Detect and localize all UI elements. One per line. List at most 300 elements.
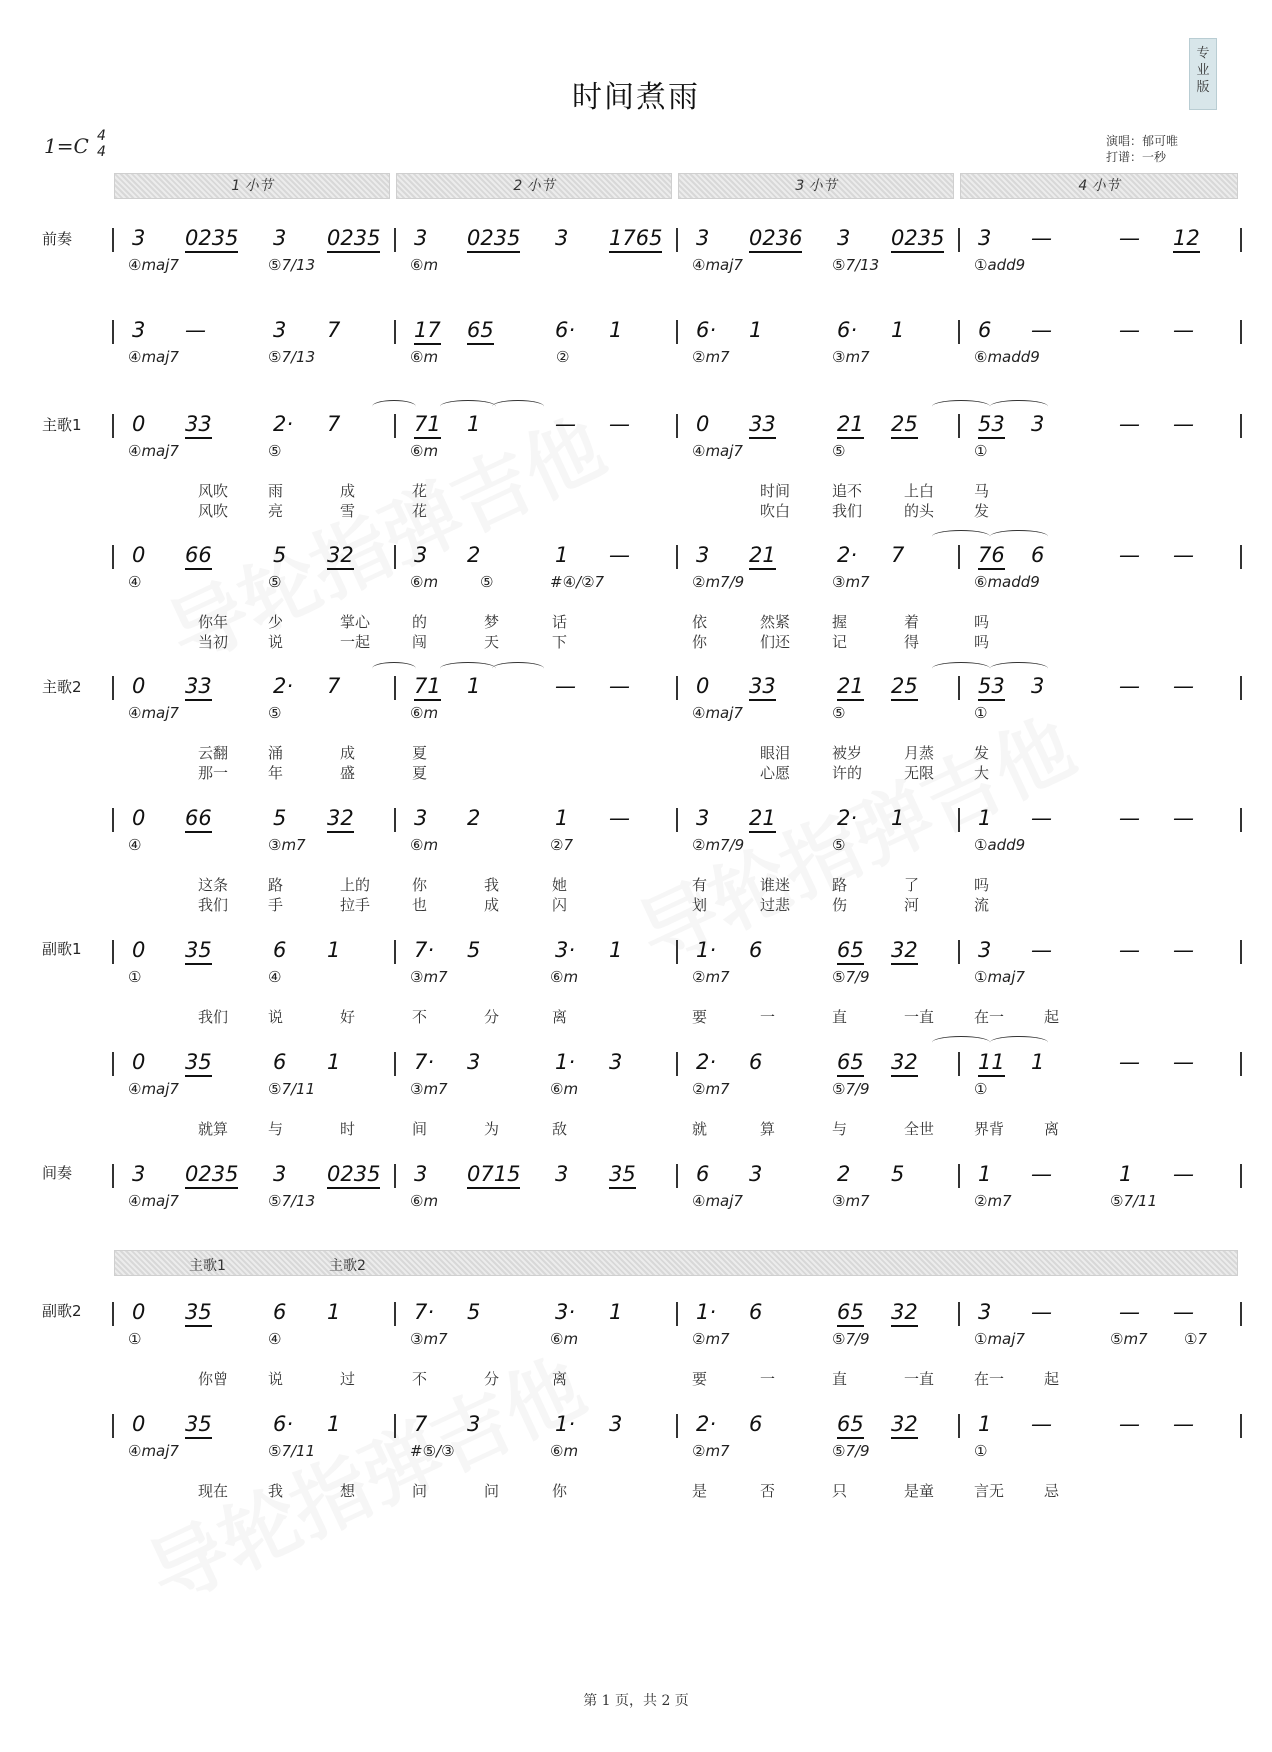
note: — [609,543,630,567]
lyric-line-2: 过悲 [760,896,791,914]
note: 3 [414,806,428,830]
lyric-line-1: 然紧 [760,613,791,631]
note: — [1173,1162,1194,1186]
barline [394,1302,396,1326]
lyric-line-2: 也 [412,896,428,914]
note: 1 [467,674,481,698]
edition-tag: 专 业 版 [1189,38,1217,110]
barline [112,1302,114,1326]
slur [932,530,990,543]
lyric-line-1: 间 [412,1120,428,1138]
key-signature: 1=C [44,134,89,158]
note: 0715 [467,1162,520,1189]
lyric-line-1: 着 [904,613,920,631]
note: 6 [696,1162,710,1186]
note: — [1119,1300,1140,1324]
note: 1765 [609,226,662,253]
lyric-line-1: 要 [692,1370,708,1388]
lyric-line-1: 全世 [904,1120,935,1138]
barline [394,1052,396,1076]
lyric-line-1: 分 [484,1008,500,1026]
note: — [1119,1412,1140,1436]
note: 7 [327,674,341,698]
lyric-line-2: 拉手 [340,896,371,914]
lyric-line-1: 好 [340,1008,356,1026]
note: 65 [837,1050,864,1077]
lyric-line-1: 成 [340,482,356,500]
lyric-line-1: 夏 [412,744,428,762]
note: 1· [696,938,717,962]
note: 1 [1031,1050,1045,1074]
chord-symbol: ⑤7/11 [1110,1192,1158,1210]
lyric-line-1: 想 [340,1482,356,1500]
chord-symbol: ④maj7 [128,1442,179,1460]
lyric-line-2: 下 [552,633,568,651]
note: 33 [749,674,776,701]
chord-symbol: ⑥m [410,256,439,274]
lyric-line-2: 闯 [412,633,428,651]
lyric-line-2: 当初 [198,633,229,651]
chord-symbol: ④maj7 [692,704,743,722]
barline [112,808,114,832]
note: 1 [609,1300,623,1324]
note: 5 [273,806,287,830]
barline [958,320,960,344]
chord-symbol: ②m7 [692,1442,730,1460]
note: 2· [273,412,294,436]
chord-symbol: ④maj7 [128,1192,179,1210]
lyric-line-2: 无限 [904,764,935,782]
section-label-interlude: 间奏 [42,1164,73,1182]
note: 3 [696,543,710,567]
lyric-line-1: 在一 [974,1370,1005,1388]
meter-top: 4 [97,128,106,144]
note: 7· [414,1050,435,1074]
lyric-line-1: 少 [268,613,284,631]
barline [958,1164,960,1188]
lyric-line-1: 就 [692,1120,708,1138]
barline [1240,1052,1242,1076]
note: 0 [132,674,146,698]
lyric-line-1: 掌心 [340,613,371,631]
chord-symbol: ③m7 [410,1330,448,1348]
lyric-line-1: 算 [760,1120,776,1138]
lyric-line-2: 那一 [198,764,229,782]
lyric-line-1: 成 [340,744,356,762]
note: 66 [185,806,212,833]
chord-symbol: ⑤ [832,442,846,460]
note: 33 [749,412,776,439]
chord-symbol: ⑤m7 [1110,1330,1148,1348]
lyric-line-1: 是 [692,1482,708,1500]
lyric-line-2: 我们 [198,896,229,914]
chord-symbol: ① [974,1442,988,1460]
note: 1 [891,806,905,830]
note: — [1173,674,1194,698]
note: 0235 [891,226,944,253]
lyric-line-1: 说 [268,1008,284,1026]
chord-symbol: ③m7 [410,1080,448,1098]
chord-symbol: ②m7/9 [692,836,745,854]
chord-symbol: ① [974,1080,988,1098]
slur [440,400,496,413]
note: 3 [1031,674,1045,698]
chord-symbol: ⑥m [410,348,439,366]
note: 0235 [327,1162,380,1189]
lyric-line-1: 与 [832,1120,848,1138]
note: — [1031,1162,1052,1186]
barline [676,1414,678,1438]
chord-symbol: ③m7 [268,836,306,854]
chord-symbol: ①maj7 [974,1330,1025,1348]
barline [958,808,960,832]
lyric-line-1: 梦 [484,613,500,631]
note: 6· [837,318,858,342]
barline [958,1052,960,1076]
note: 6· [555,318,576,342]
barline [1240,320,1242,344]
lyric-line-1: 吗 [974,613,990,631]
note: 76 [978,543,1005,570]
note: 3 [1031,412,1045,436]
lyric-line-1: 不 [412,1370,428,1388]
barline [676,545,678,569]
note: 6 [273,1300,287,1324]
note: — [1173,938,1194,962]
note: 0 [132,806,146,830]
slur [492,662,544,675]
note: 1 [978,1412,992,1436]
lyric-line-1: 否 [760,1482,776,1500]
section-label-chorus1: 副歌1 [42,940,82,958]
lyric-line-2: 亮 [268,502,284,520]
chord-symbol: ⑥m [410,442,439,460]
lyric-line-1: 与 [268,1120,284,1138]
chord-symbol: ①add9 [974,256,1026,274]
note: 65 [837,938,864,965]
note: 35 [185,1412,212,1439]
chord-symbol: ⑤ [268,573,282,591]
note: — [1031,1300,1052,1324]
chord-symbol: ⑤ [268,442,282,460]
chord-symbol: ⑤7/13 [832,256,880,274]
lyric-line-1: 敌 [552,1120,568,1138]
barline [958,228,960,252]
chord-symbol: ⑥m [410,836,439,854]
note: 0 [696,412,710,436]
section-label-verse2: 主歌2 [42,678,82,696]
note: 53 [978,412,1005,439]
note: — [1173,1050,1194,1074]
note: 3 [467,1050,481,1074]
note: 1 [555,806,569,830]
lyric-line-2: 说 [268,633,284,651]
note: 1 [609,938,623,962]
lyric-line-1: 上白 [904,482,935,500]
arranger-credit: 打谱：一秒 [1106,150,1167,164]
barline [394,228,396,252]
note: — [1119,938,1140,962]
note: — [1031,938,1052,962]
lyric-line-1: 你年 [198,613,229,631]
note: 6 [749,1050,763,1074]
lyric-line-2: 我们 [832,502,863,520]
lyric-line-2: 流 [974,896,990,914]
chord-symbol: ⑤7/9 [832,1442,870,1460]
chord-symbol: ④ [268,1330,282,1348]
note: 3 [132,318,146,342]
lyric-line-2: 成 [484,896,500,914]
note: — [1031,806,1052,830]
note: 3 [555,226,569,250]
chord-symbol: #④/②7 [550,573,605,591]
chord-symbol: ④maj7 [128,1080,179,1098]
chord-symbol: ①maj7 [974,968,1025,986]
chord-symbol: ③m7 [832,348,870,366]
lyric-line-1: 谁迷 [760,876,791,894]
barline [958,676,960,700]
lyric-line-1: 在一 [974,1008,1005,1026]
note: 0 [132,1300,146,1324]
barline [958,940,960,964]
note: 5 [273,543,287,567]
chord-symbol: ④maj7 [128,442,179,460]
note: 32 [327,543,354,570]
lyric-line-1: 追不 [832,482,863,500]
section-label-verse1: 主歌1 [42,416,82,434]
chord-symbol: ⑤ [832,836,846,854]
note: 5 [467,938,481,962]
barline [1240,676,1242,700]
note: 0 [696,674,710,698]
lyric-line-1: 花 [412,482,428,500]
chord-symbol: ②m7 [692,968,730,986]
note: 21 [749,806,776,833]
barline [394,414,396,438]
note: 12 [1173,226,1200,253]
lyric-line-2: 风吹 [198,502,229,520]
chord-symbol: ⑤7/9 [832,968,870,986]
lyric-line-1: 她 [552,876,568,894]
chord-symbol: ⑥m [550,1080,579,1098]
note: 3 [978,1300,992,1324]
lyric-line-1: 为 [484,1120,500,1138]
lyric-line-2: 雪 [340,502,356,520]
note: 35 [185,938,212,965]
note: — [1173,806,1194,830]
note: 3 [132,226,146,250]
time-signature [97,128,106,160]
lyric-line-2: 天 [484,633,500,651]
measure-header-3: 3 小节 [678,173,954,199]
lyric-line-1: 被岁 [832,744,863,762]
chord-symbol: ⑥m [410,573,439,591]
note: 7· [414,938,435,962]
chord-symbol: ⑥m [550,1330,579,1348]
barline [1240,228,1242,252]
note: 3 [609,1050,623,1074]
note: — [555,412,576,436]
note: — [555,674,576,698]
note: 65 [467,318,494,345]
note: 3 [414,543,428,567]
note: — [1119,1050,1140,1074]
lyric-line-1: 我 [484,876,500,894]
lyric-line-1: 时间 [760,482,791,500]
chord-symbol: ⑥m [410,704,439,722]
note: — [1119,806,1140,830]
barline [676,1164,678,1188]
lyric-line-1: 一直 [904,1370,935,1388]
note: 17 [414,318,441,345]
barline [112,414,114,438]
lyric-line-1: 你 [412,876,428,894]
note: 3 [414,1162,428,1186]
note: 3 [978,226,992,250]
note: 1· [555,1412,576,1436]
note: 6· [696,318,717,342]
section-jump-header [114,1250,1238,1276]
barline [676,414,678,438]
chord-symbol: ④maj7 [692,1192,743,1210]
note: 33 [185,674,212,701]
lyric-line-1: 起 [1044,1008,1060,1026]
note: 1 [978,806,992,830]
note: 0 [132,543,146,567]
barline [112,1052,114,1076]
chord-symbol: #⑤/③ [410,1442,455,1460]
song-title: 时间煮雨 [572,80,700,115]
note: 7 [414,1412,428,1436]
chord-symbol: ⑤7/13 [268,256,316,274]
chord-symbol: ⑤7/11 [268,1080,316,1098]
barline [958,1302,960,1326]
chord-symbol: ⑥madd9 [974,573,1040,591]
lyric-line-2: 吗 [974,633,990,651]
lyric-line-2: 许的 [832,764,863,782]
slur [492,400,544,413]
note: 1 [555,543,569,567]
lyric-line-2: 吹白 [760,502,791,520]
note: 1 [467,412,481,436]
chord-symbol: ⑥m [410,1192,439,1210]
barline [676,676,678,700]
chord-symbol: ①7 [1184,1330,1207,1348]
note: 11 [978,1050,1005,1077]
note: 7 [327,318,341,342]
barline [676,228,678,252]
note: 32 [891,1300,918,1327]
chord-symbol: ①add9 [974,836,1026,854]
note: 71 [414,674,441,701]
note: — [609,412,630,436]
note: 3 [273,1162,287,1186]
note: 3 [132,1162,146,1186]
chord-symbol: ③m7 [832,573,870,591]
note: — [1119,226,1140,250]
note: 2 [467,806,481,830]
chord-symbol: ⑤ [480,573,494,591]
lyric-line-1: 依 [692,613,708,631]
note: 1 [891,318,905,342]
note: 3 [555,1162,569,1186]
lyric-line-1: 马 [974,482,990,500]
note: 6 [749,1300,763,1324]
lyric-line-1: 话 [552,613,568,631]
note: 0236 [749,226,802,253]
lyric-line-1: 问 [484,1482,500,1500]
note: — [185,318,206,342]
note: 2· [696,1412,717,1436]
lyric-line-1: 吗 [974,876,990,894]
note: 2· [837,806,858,830]
note: 3· [555,938,576,962]
lyric-line-2: 得 [904,633,920,651]
barline [112,940,114,964]
lyric-line-2: 手 [268,896,284,914]
lyric-line-1: 我 [268,1482,284,1500]
barline [1240,1414,1242,1438]
note: 7 [891,543,905,567]
note: 35 [185,1050,212,1077]
note: 1· [555,1050,576,1074]
lyric-line-1: 分 [484,1370,500,1388]
note: 3 [696,806,710,830]
note: — [609,674,630,698]
note: 0 [132,412,146,436]
lyric-line-1: 月蒸 [904,744,935,762]
chord-symbol: ⑤7/13 [268,1192,316,1210]
lyric-line-1: 握 [832,613,848,631]
lyric-line-1: 不 [412,1008,428,1026]
note: 32 [891,938,918,965]
lyric-line-1: 只 [832,1482,848,1500]
lyric-line-2: 心愿 [760,764,791,782]
note: 1 [609,318,623,342]
note: 25 [891,412,918,439]
lyric-line-1: 现在 [198,1482,229,1500]
note: 3 [273,318,287,342]
note: — [1173,1412,1194,1436]
barline [112,545,114,569]
chord-symbol: ④maj7 [128,348,179,366]
chord-symbol: ④maj7 [692,442,743,460]
slur [990,662,1048,675]
chord-symbol: ②7 [550,836,573,854]
chord-symbol: ③m7 [832,1192,870,1210]
slur [440,662,496,675]
note: 32 [327,806,354,833]
lyric-line-1: 一直 [904,1008,935,1026]
lyric-line-2: 你 [692,633,708,651]
chord-symbol: ②m7 [692,348,730,366]
lyric-line-1: 过 [340,1370,356,1388]
lyric-line-1: 的 [412,613,428,631]
note: — [1031,1412,1052,1436]
lyric-line-2: 河 [904,896,920,914]
note: 2· [273,674,294,698]
chord-symbol: ⑤7/13 [268,348,316,366]
barline [1240,545,1242,569]
chord-symbol: ④maj7 [128,704,179,722]
chord-symbol: ① [974,704,988,722]
note: 7· [414,1300,435,1324]
lyric-line-1: 眼泪 [760,744,791,762]
barline [394,320,396,344]
chord-symbol: ②m7 [974,1192,1012,1210]
lyric-line-2: 的头 [904,502,935,520]
note: 0235 [327,226,380,253]
